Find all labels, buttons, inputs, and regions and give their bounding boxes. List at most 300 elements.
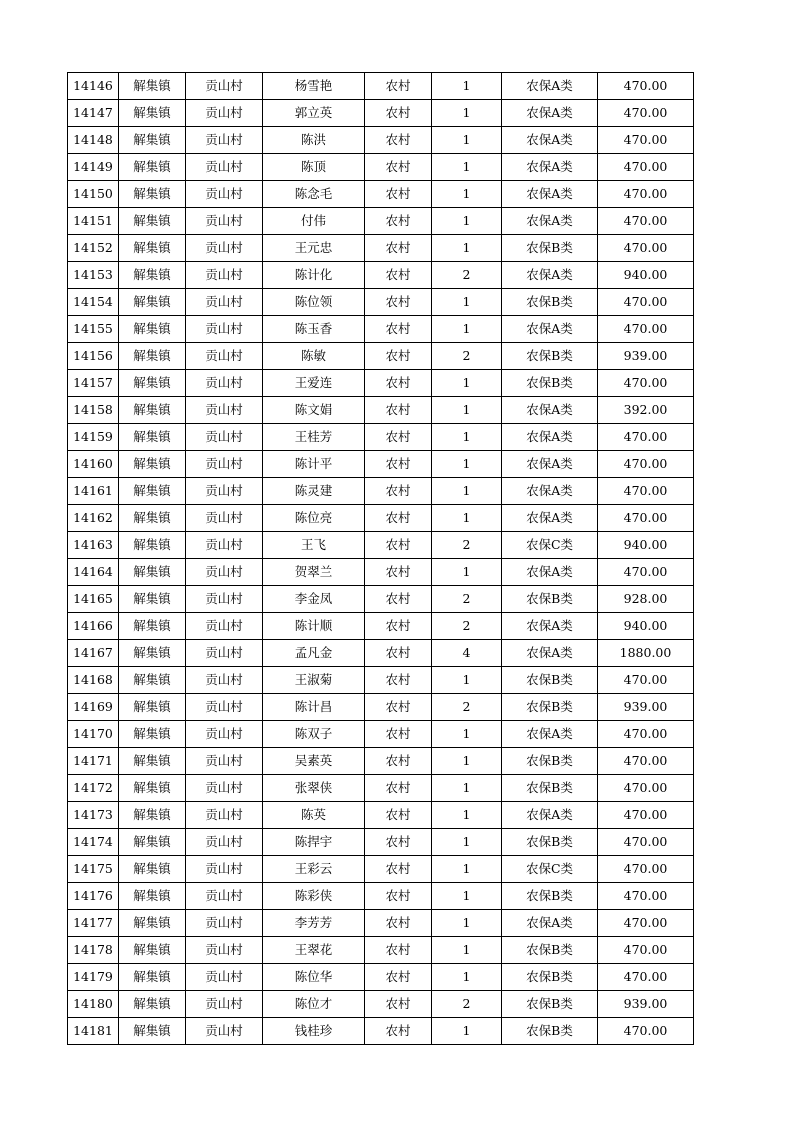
record-id-cell: 14174 [68,829,119,856]
record-id-cell: 14171 [68,748,119,775]
village-cell: 贡山村 [186,829,263,856]
household-type-cell: 农村 [365,370,432,397]
record-id-cell: 14180 [68,991,119,1018]
record-id-cell: 14178 [68,937,119,964]
record-id-cell: 14153 [68,262,119,289]
name-cell: 陈念毛 [263,181,365,208]
town-cell: 解集镇 [119,775,186,802]
name-cell: 陈灵建 [263,478,365,505]
insurance-category-cell: 农保A类 [502,100,598,127]
household-type-cell: 农村 [365,694,432,721]
town-cell: 解集镇 [119,640,186,667]
village-cell: 贡山村 [186,451,263,478]
household-type-cell: 农村 [365,532,432,559]
name-cell: 陈计化 [263,262,365,289]
insurance-category-cell: 农保B类 [502,748,598,775]
table-row [68,100,694,127]
insurance-category-cell: 农保B类 [502,1018,598,1045]
town-cell: 解集镇 [119,910,186,937]
household-type-cell: 农村 [365,775,432,802]
insurance-category-cell: 农保B类 [502,667,598,694]
insurance-category-cell: 农保C类 [502,532,598,559]
insurance-category-cell: 农保A类 [502,208,598,235]
member-count-cell: 2 [432,586,502,613]
amount-cell: 470.00 [598,505,694,532]
household-type-cell: 农村 [365,478,432,505]
village-cell: 贡山村 [186,694,263,721]
member-count-cell: 2 [432,991,502,1018]
village-cell: 贡山村 [186,154,263,181]
table-row [68,694,694,721]
name-cell: 王桂芳 [263,424,365,451]
record-id-cell: 14148 [68,127,119,154]
household-type-cell: 农村 [365,181,432,208]
town-cell: 解集镇 [119,289,186,316]
insurance-category-cell: 农保B类 [502,235,598,262]
village-cell: 贡山村 [186,910,263,937]
amount-cell: 939.00 [598,991,694,1018]
member-count-cell: 1 [432,73,502,100]
table-row [68,910,694,937]
household-type-cell: 农村 [365,856,432,883]
village-cell: 贡山村 [186,748,263,775]
village-cell: 贡山村 [186,208,263,235]
member-count-cell: 1 [432,289,502,316]
household-type-cell: 农村 [365,397,432,424]
village-cell: 贡山村 [186,1018,263,1045]
amount-cell: 940.00 [598,613,694,640]
record-id-cell: 14157 [68,370,119,397]
insurance-category-cell: 农保B类 [502,775,598,802]
town-cell: 解集镇 [119,262,186,289]
insurance-category-cell: 农保B类 [502,829,598,856]
member-count-cell: 1 [432,721,502,748]
name-cell: 王爱连 [263,370,365,397]
household-type-cell: 农村 [365,316,432,343]
table-row [68,613,694,640]
table-row [68,316,694,343]
record-id-cell: 14151 [68,208,119,235]
town-cell: 解集镇 [119,748,186,775]
table-row [68,262,694,289]
household-type-cell: 农村 [365,748,432,775]
insurance-category-cell: 农保A类 [502,154,598,181]
amount-cell: 470.00 [598,235,694,262]
name-cell: 陈玉香 [263,316,365,343]
insurance-category-cell: 农保A类 [502,478,598,505]
member-count-cell: 2 [432,613,502,640]
insurance-category-cell: 农保A类 [502,73,598,100]
member-count-cell: 1 [432,964,502,991]
member-count-cell: 1 [432,856,502,883]
name-cell: 陈彩侠 [263,883,365,910]
town-cell: 解集镇 [119,586,186,613]
town-cell: 解集镇 [119,397,186,424]
member-count-cell: 2 [432,262,502,289]
amount-cell: 470.00 [598,478,694,505]
record-id-cell: 14176 [68,883,119,910]
member-count-cell: 4 [432,640,502,667]
town-cell: 解集镇 [119,370,186,397]
name-cell: 陈位华 [263,964,365,991]
insurance-category-cell: 农保A类 [502,451,598,478]
name-cell: 陈文娟 [263,397,365,424]
name-cell: 陈双子 [263,721,365,748]
village-cell: 贡山村 [186,424,263,451]
amount-cell: 940.00 [598,262,694,289]
insurance-category-cell: 农保B类 [502,694,598,721]
village-cell: 贡山村 [186,316,263,343]
table-row [68,181,694,208]
table-row [68,964,694,991]
record-id-cell: 14159 [68,424,119,451]
amount-cell: 470.00 [598,73,694,100]
record-id-cell: 14158 [68,397,119,424]
household-type-cell: 农村 [365,262,432,289]
record-id-cell: 14163 [68,532,119,559]
member-count-cell: 1 [432,424,502,451]
amount-cell: 470.00 [598,748,694,775]
amount-cell: 470.00 [598,208,694,235]
amount-cell: 470.00 [598,451,694,478]
household-type-cell: 农村 [365,640,432,667]
village-cell: 贡山村 [186,478,263,505]
name-cell: 陈敏 [263,343,365,370]
amount-cell: 470.00 [598,883,694,910]
village-cell: 贡山村 [186,802,263,829]
village-cell: 贡山村 [186,370,263,397]
table-row [68,883,694,910]
amount-cell: 470.00 [598,559,694,586]
insurance-category-cell: 农保C类 [502,856,598,883]
village-cell: 贡山村 [186,613,263,640]
name-cell: 张翠侠 [263,775,365,802]
name-cell: 陈顶 [263,154,365,181]
household-type-cell: 农村 [365,208,432,235]
amount-cell: 470.00 [598,370,694,397]
insurance-category-cell: 农保B类 [502,289,598,316]
household-type-cell: 农村 [365,73,432,100]
town-cell: 解集镇 [119,208,186,235]
name-cell: 陈位才 [263,991,365,1018]
member-count-cell: 1 [432,370,502,397]
name-cell: 陈英 [263,802,365,829]
record-id-cell: 14181 [68,1018,119,1045]
household-type-cell: 农村 [365,235,432,262]
household-type-cell: 农村 [365,154,432,181]
town-cell: 解集镇 [119,964,186,991]
table-row [68,748,694,775]
village-cell: 贡山村 [186,532,263,559]
town-cell: 解集镇 [119,721,186,748]
member-count-cell: 1 [432,559,502,586]
insurance-category-cell: 农保B类 [502,883,598,910]
name-cell: 陈洪 [263,127,365,154]
name-cell: 陈计顺 [263,613,365,640]
village-cell: 贡山村 [186,640,263,667]
village-cell: 贡山村 [186,883,263,910]
record-id-cell: 14156 [68,343,119,370]
insurance-category-cell: 农保B类 [502,937,598,964]
member-count-cell: 1 [432,667,502,694]
insurance-category-cell: 农保B类 [502,343,598,370]
amount-cell: 939.00 [598,694,694,721]
table-row [68,856,694,883]
name-cell: 王飞 [263,532,365,559]
name-cell: 贺翠兰 [263,559,365,586]
amount-cell: 470.00 [598,775,694,802]
village-cell: 贡山村 [186,505,263,532]
town-cell: 解集镇 [119,991,186,1018]
record-id-cell: 14166 [68,613,119,640]
amount-cell: 470.00 [598,424,694,451]
town-cell: 解集镇 [119,235,186,262]
village-cell: 贡山村 [186,73,263,100]
table-row [68,721,694,748]
name-cell: 王彩云 [263,856,365,883]
name-cell: 陈位亮 [263,505,365,532]
household-type-cell: 农村 [365,721,432,748]
table-row [68,559,694,586]
name-cell: 郭立英 [263,100,365,127]
table-row [68,127,694,154]
amount-cell: 470.00 [598,154,694,181]
record-id-cell: 14152 [68,235,119,262]
amount-cell: 470.00 [598,289,694,316]
village-cell: 贡山村 [186,181,263,208]
member-count-cell: 1 [432,451,502,478]
table-row [68,451,694,478]
village-cell: 贡山村 [186,586,263,613]
table-row [68,775,694,802]
village-cell: 贡山村 [186,235,263,262]
table-row [68,640,694,667]
amount-cell: 939.00 [598,343,694,370]
name-cell: 杨雪艳 [263,73,365,100]
insurance-category-cell: 农保B类 [502,370,598,397]
record-id-cell: 14154 [68,289,119,316]
insurance-category-cell: 农保B类 [502,964,598,991]
table-row [68,667,694,694]
member-count-cell: 1 [432,910,502,937]
roster-table [67,72,694,1045]
town-cell: 解集镇 [119,883,186,910]
insurance-category-cell: 农保B类 [502,586,598,613]
record-id-cell: 14161 [68,478,119,505]
insurance-category-cell: 农保A类 [502,127,598,154]
village-cell: 贡山村 [186,397,263,424]
table-row [68,235,694,262]
name-cell: 王翠花 [263,937,365,964]
insurance-category-cell: 农保A类 [502,559,598,586]
town-cell: 解集镇 [119,829,186,856]
record-id-cell: 14165 [68,586,119,613]
record-id-cell: 14149 [68,154,119,181]
record-id-cell: 14162 [68,505,119,532]
household-type-cell: 农村 [365,343,432,370]
amount-cell: 470.00 [598,667,694,694]
member-count-cell: 1 [432,235,502,262]
amount-cell: 470.00 [598,910,694,937]
amount-cell: 470.00 [598,937,694,964]
amount-cell: 470.00 [598,127,694,154]
town-cell: 解集镇 [119,478,186,505]
household-type-cell: 农村 [365,991,432,1018]
record-id-cell: 14155 [68,316,119,343]
member-count-cell: 1 [432,397,502,424]
name-cell: 吴素英 [263,748,365,775]
member-count-cell: 1 [432,505,502,532]
village-cell: 贡山村 [186,289,263,316]
table-row [68,370,694,397]
name-cell: 李芳芳 [263,910,365,937]
household-type-cell: 农村 [365,451,432,478]
insurance-category-cell: 农保A类 [502,316,598,343]
amount-cell: 470.00 [598,721,694,748]
table-row [68,532,694,559]
member-count-cell: 2 [432,343,502,370]
household-type-cell: 农村 [365,910,432,937]
amount-cell: 928.00 [598,586,694,613]
name-cell: 陈位领 [263,289,365,316]
amount-cell: 470.00 [598,856,694,883]
town-cell: 解集镇 [119,1018,186,1045]
town-cell: 解集镇 [119,154,186,181]
town-cell: 解集镇 [119,856,186,883]
table-row [68,343,694,370]
village-cell: 贡山村 [186,937,263,964]
town-cell: 解集镇 [119,937,186,964]
town-cell: 解集镇 [119,667,186,694]
record-id-cell: 14175 [68,856,119,883]
table-row [68,937,694,964]
amount-cell: 392.00 [598,397,694,424]
member-count-cell: 1 [432,937,502,964]
record-id-cell: 14169 [68,694,119,721]
name-cell: 王淑菊 [263,667,365,694]
town-cell: 解集镇 [119,559,186,586]
town-cell: 解集镇 [119,100,186,127]
household-type-cell: 农村 [365,937,432,964]
name-cell: 李金凤 [263,586,365,613]
town-cell: 解集镇 [119,343,186,370]
town-cell: 解集镇 [119,613,186,640]
insurance-category-cell: 农保A类 [502,262,598,289]
name-cell: 陈计昌 [263,694,365,721]
household-type-cell: 农村 [365,667,432,694]
member-count-cell: 1 [432,748,502,775]
household-type-cell: 农村 [365,586,432,613]
member-count-cell: 1 [432,316,502,343]
name-cell: 王元忠 [263,235,365,262]
insurance-category-cell: 农保A类 [502,802,598,829]
record-id-cell: 14172 [68,775,119,802]
table-row [68,802,694,829]
town-cell: 解集镇 [119,73,186,100]
household-type-cell: 农村 [365,127,432,154]
table-row [68,991,694,1018]
name-cell: 陈捍宇 [263,829,365,856]
village-cell: 贡山村 [186,100,263,127]
member-count-cell: 1 [432,829,502,856]
household-type-cell: 农村 [365,100,432,127]
name-cell: 孟凡金 [263,640,365,667]
record-id-cell: 14173 [68,802,119,829]
record-id-cell: 14160 [68,451,119,478]
member-count-cell: 1 [432,883,502,910]
table-row [68,505,694,532]
insurance-category-cell: 农保A类 [502,910,598,937]
village-cell: 贡山村 [186,964,263,991]
insurance-category-cell: 农保A类 [502,181,598,208]
town-cell: 解集镇 [119,181,186,208]
member-count-cell: 1 [432,208,502,235]
town-cell: 解集镇 [119,802,186,829]
town-cell: 解集镇 [119,451,186,478]
amount-cell: 470.00 [598,1018,694,1045]
insurance-category-cell: 农保A类 [502,613,598,640]
amount-cell: 470.00 [598,100,694,127]
record-id-cell: 14164 [68,559,119,586]
village-cell: 贡山村 [186,856,263,883]
member-count-cell: 2 [432,532,502,559]
member-count-cell: 1 [432,478,502,505]
village-cell: 贡山村 [186,775,263,802]
village-cell: 贡山村 [186,991,263,1018]
amount-cell: 470.00 [598,802,694,829]
household-type-cell: 农村 [365,802,432,829]
amount-cell: 470.00 [598,316,694,343]
table-row [68,73,694,100]
record-id-cell: 14146 [68,73,119,100]
insurance-category-cell: 农保A类 [502,721,598,748]
member-count-cell: 1 [432,181,502,208]
record-id-cell: 14170 [68,721,119,748]
household-type-cell: 农村 [365,883,432,910]
town-cell: 解集镇 [119,505,186,532]
insurance-category-cell: 农保B类 [502,991,598,1018]
table-row [68,478,694,505]
name-cell: 付伟 [263,208,365,235]
insurance-category-cell: 农保A类 [502,640,598,667]
member-count-cell: 1 [432,775,502,802]
insurance-category-cell: 农保A类 [502,505,598,532]
town-cell: 解集镇 [119,694,186,721]
amount-cell: 940.00 [598,532,694,559]
member-count-cell: 1 [432,127,502,154]
member-count-cell: 2 [432,694,502,721]
table-row [68,289,694,316]
town-cell: 解集镇 [119,532,186,559]
amount-cell: 1880.00 [598,640,694,667]
village-cell: 贡山村 [186,667,263,694]
table-row [68,208,694,235]
household-type-cell: 农村 [365,424,432,451]
village-cell: 贡山村 [186,721,263,748]
roster-body [68,73,694,1045]
insurance-category-cell: 农保A类 [502,397,598,424]
name-cell: 陈计平 [263,451,365,478]
record-id-cell: 14179 [68,964,119,991]
town-cell: 解集镇 [119,424,186,451]
household-type-cell: 农村 [365,505,432,532]
member-count-cell: 1 [432,1018,502,1045]
household-type-cell: 农村 [365,559,432,586]
household-type-cell: 农村 [365,1018,432,1045]
amount-cell: 470.00 [598,964,694,991]
record-id-cell: 14147 [68,100,119,127]
household-type-cell: 农村 [365,289,432,316]
